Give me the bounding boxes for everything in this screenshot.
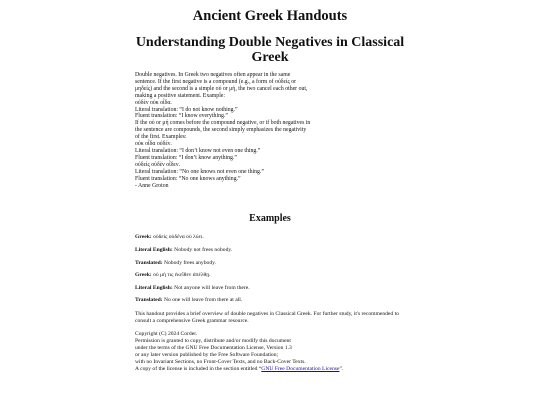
license-notice xyxy=(135,331,415,372)
example-label: Literal English: xyxy=(135,247,173,253)
summary-note: This handout provides a brief overview of double negatives in Classical Greek. For further study, it's recommended to consult a comprehensive Greek grammar resource. xyxy=(135,311,399,324)
license-tail: ”. xyxy=(339,365,344,372)
example-text: Nobody frees anybody. xyxy=(162,260,216,266)
examples-heading: Examples xyxy=(249,213,291,224)
example-text: Not anyone will leave from there. xyxy=(172,285,250,291)
example-line xyxy=(135,297,435,304)
example-line xyxy=(135,272,435,279)
page-title: Understanding Double Negatives in Classical Greek xyxy=(135,35,405,65)
example-line xyxy=(135,285,435,292)
site-title: Ancient Greek Handouts xyxy=(192,8,348,24)
example-text: No one will leave from there at all. xyxy=(162,297,243,303)
example-label: Greek: xyxy=(135,272,152,278)
example-text: οὐ μή τις ἐκεῖθεν ἀπέλθῃ. xyxy=(151,272,211,278)
intro-text: Double negatives. In Greek two negatives often appear in the same sentence. If the first negative is a compound (e.g., a form of οὐδείς or μηδείς) and the second is a simple οὐ or μή, the two cancel each other out, making a positive statement. Example: οὐδὲν οὐκ οἶδα. Literal translation: “I do not know nothing.” Fluent translation: “I know everything.” If the οὐ or μή comes before the compound negative, or if both negatives in the sentence are compounds, the second simply emphasizes the negativity of the first. Examples: οὐκ οἶδα οὐδέν. Literal translation: “I don’t know not even one thing.” Fluent translation: “I don’t know anything.” οὐδεὶς οὐδὲν οἶδεν. Literal translation: “No one knows not even one thing.” Fluent translation: “No one knows anything.” - Anne Groton xyxy=(135,72,311,189)
example-text: οὐδεὶς οὐδένα οὐ λύει. xyxy=(151,234,204,240)
example-label: Greek: xyxy=(135,234,152,240)
example-line xyxy=(135,260,435,267)
example-text: Nobody not frees nobody. xyxy=(172,247,233,253)
example-label: Literal English: xyxy=(135,285,173,291)
example-label: Translated: xyxy=(135,297,163,303)
example-line xyxy=(135,234,435,241)
license-link[interactable]: GNU Free Documentation License xyxy=(261,365,340,372)
example-label: Translated: xyxy=(135,260,163,266)
license-text: Copyright (C) 2024 Corder. Permission is granted to copy, distribute and/or modify this document under the terms of the GNU Free Documentation License, Version 1.3 or any later version published by the Free Software Foundation; with no Invariant Sections, no Front-Cover Texts, and no Back-Cover Texts. A copy of the license is included in the section entitled “ xyxy=(135,331,306,372)
example-line xyxy=(135,247,435,254)
